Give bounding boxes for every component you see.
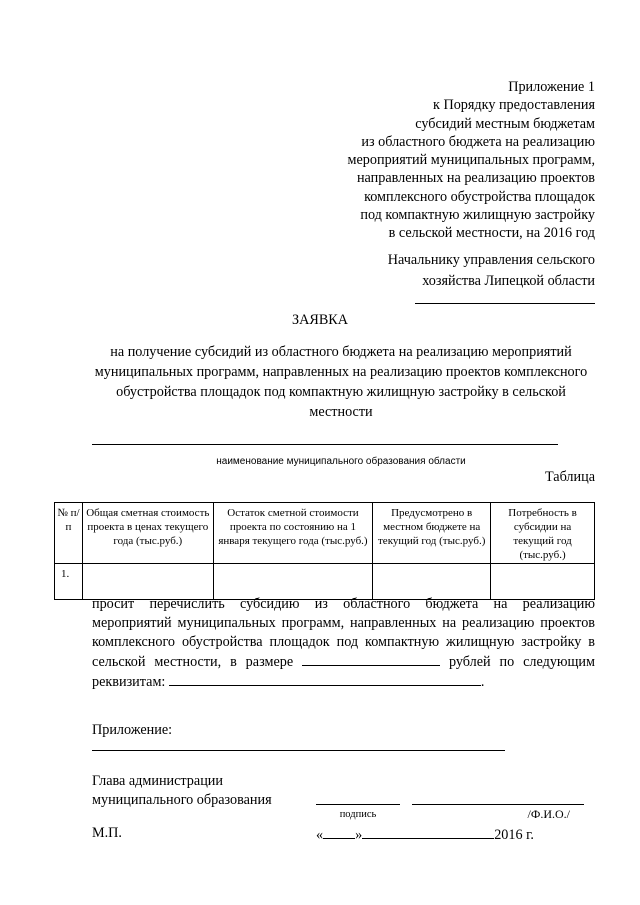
date-line xyxy=(316,825,534,844)
amount-blank[interactable] xyxy=(302,652,440,666)
document-subtitle: на получение субсидий из областного бюджета на реализацию мероприятий муниципальных программ, направленных на реализацию проектов комплексного обустройства площадок под компактную жилищную застройку в сельской местности xyxy=(94,344,588,420)
addressee-blank-line xyxy=(415,303,595,304)
column-header: Потребность в субсидии на текущий год (тыс.руб.) xyxy=(491,503,595,564)
municipality-caption: наименование муниципального образования области xyxy=(216,456,466,467)
date-year: 2016 г. xyxy=(494,827,534,843)
signature-blank-line[interactable] xyxy=(316,804,400,805)
request-text-part3: . xyxy=(480,674,485,690)
column-header: Остаток сметной стоимости проекта по состоянию на 1 января текущего года (тыс.руб.) xyxy=(213,503,373,564)
date-quote-close: » xyxy=(355,827,363,843)
appendix-line: мероприятий муниципальных программ, xyxy=(347,152,595,169)
addressee-line: Начальнику управления сельского xyxy=(387,252,595,268)
addressee-line: хозяйства Липецкой области xyxy=(422,273,595,289)
name-blank-line[interactable] xyxy=(412,804,584,805)
signatory-line: муниципального образования xyxy=(92,792,272,808)
attachment-blank-line[interactable] xyxy=(92,750,505,751)
signatory-line: Глава администрации xyxy=(92,773,223,789)
appendix-header xyxy=(295,78,595,243)
day-blank[interactable] xyxy=(323,825,355,839)
column-header: Общая сметная стоимость проекта в ценах текущего года (тыс.руб.) xyxy=(82,503,213,564)
request-text-part1: просит перечислить субсидию из областного бюджета на реализацию мероприятий муниципальных программ, направленных на реализацию проектов комплексного обустройства площадок под компактную жилищную застройку в сельской местности, в размере xyxy=(92,596,595,670)
subsidy-table xyxy=(54,502,595,600)
table-header-row xyxy=(55,503,595,564)
appendix-line: субсидий местным бюджетам xyxy=(415,115,595,132)
document-title: ЗАЯВКА xyxy=(292,312,348,328)
month-blank[interactable] xyxy=(362,825,494,839)
column-header: Предусмотрено в местном бюджете на текущий год (тыс.руб.) xyxy=(373,503,491,564)
attachment-label: Приложение: xyxy=(92,722,173,738)
requisites-blank[interactable] xyxy=(169,672,481,686)
stamp-label: М.П. xyxy=(92,825,122,841)
appendix-line: Приложение 1 xyxy=(508,79,595,95)
appendix-line: к Порядку предоставления xyxy=(433,97,595,114)
signature-caption: подпись xyxy=(339,809,377,820)
addressee-block xyxy=(295,250,595,292)
table-label: Таблица xyxy=(544,469,595,485)
municipality-blank-line xyxy=(92,444,558,445)
date-quote-open: « xyxy=(316,827,324,843)
request-text xyxy=(92,595,595,692)
appendix-line: комплексного обустройства площадок xyxy=(364,188,595,205)
table-cell: 1. xyxy=(55,564,83,600)
appendix-line: в сельской местности, на 2016 год xyxy=(388,225,595,242)
appendix-line: направленных на реализацию проектов xyxy=(356,170,595,187)
appendix-line: под компактную жилищную застройку xyxy=(360,207,595,224)
request-text-part2: рублей по следующим реквизитам: xyxy=(92,654,596,690)
name-caption: /Ф.И.О./ xyxy=(527,807,570,821)
column-header: № п/п xyxy=(55,503,83,564)
appendix-line: из областного бюджета на реализацию xyxy=(361,133,595,150)
signatory-title xyxy=(92,772,272,810)
